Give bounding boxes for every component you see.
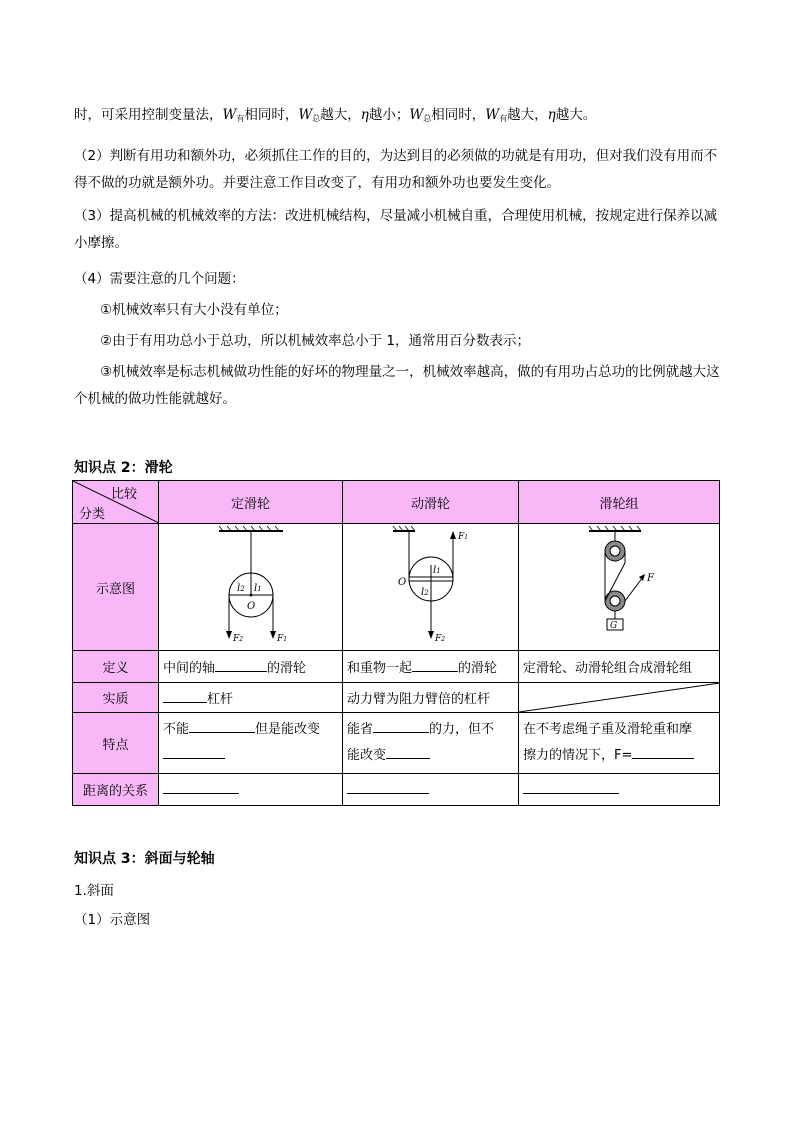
row-label-essence: 实质	[73, 683, 159, 713]
row-label-distance: 距离的关系	[73, 774, 159, 806]
group-features-cell: 在不考虑绳子重及滑轮重和摩 擦力的情况下，F=	[519, 713, 720, 774]
paragraph-improve-efficiency: （3）提高机械的机械效率的方法：改进机械结构，尽量减小机械自重，合理使用机械，按规定进行保养以减小摩擦。	[74, 208, 718, 251]
fixed-pulley-diagram	[159, 524, 343, 651]
movable-pulley-diagram	[343, 524, 519, 651]
movable-f2-label: F2	[434, 634, 445, 644]
efficiency-line: 时，可采用控制变量法，$W_有$相同时，$W_总$越大，η越小；$W_总$相同时，$W_有$越大，η越大。	[74, 107, 597, 123]
fixed-essence-cell: 杠杆	[159, 683, 343, 713]
column-movable-pulley: 动滑轮	[343, 481, 519, 524]
row-label-diagram: 示意图	[73, 524, 159, 651]
column-fixed-pulley: 定滑轮	[159, 481, 343, 524]
corner-top-label: 比较	[111, 487, 138, 502]
group-distance-cell	[519, 774, 720, 806]
column-pulley-block: 滑轮组	[519, 481, 720, 524]
row-label-features: 特点	[73, 713, 159, 774]
pulley-block-diagram	[519, 524, 720, 651]
note-3: ③机械效率是标志机械做功性能的好坏的物理量之一，机械效率越高，做的有用功占总功的比例就越大这个机械的做功性能就越好。	[74, 364, 720, 407]
note-1: ①机械效率只有大小没有单位；	[100, 302, 288, 318]
answer-blank[interactable]	[412, 659, 458, 672]
movable-f1-label: F1	[457, 532, 468, 542]
movable-definition-cell: 和重物一起 的滑轮	[343, 651, 519, 683]
fixed-l2-label: l2	[236, 583, 245, 594]
fixed-l1-label: l1	[253, 583, 262, 594]
section-3-title: 知识点 3：斜面与轮轴	[74, 851, 215, 867]
fixed-definition-cell: 中间的轴 的滑轮	[159, 651, 343, 683]
answer-blank[interactable]	[386, 746, 430, 759]
block-f-label: F	[647, 573, 654, 584]
fixed-o-label: O	[246, 601, 255, 612]
table-corner-cell	[73, 481, 159, 524]
answer-blank[interactable]	[163, 746, 225, 759]
group-essence-cell	[519, 683, 720, 713]
row-label-definition: 定义	[73, 651, 159, 683]
paragraph-useful-work: （2）判断有用功和额外功，必须抓住工作的目的，为达到目的必须做的功就是有用功，但对我们没有用而不得不做的功就是额外功。并要注意工作目改变了，有用功和额外功也要发生变化。	[74, 148, 718, 191]
movable-features-cell: 能省 的力，但不 能改变	[343, 713, 519, 774]
group-definition-cell: 定滑轮、动滑轮组合成滑轮组	[519, 651, 720, 683]
movable-l1-label: l1	[432, 565, 441, 576]
section-2-title: 知识点 2：滑轮	[74, 460, 173, 476]
incline-heading: 1.斜面	[74, 883, 114, 899]
answer-blank[interactable]	[163, 781, 239, 794]
answer-blank[interactable]	[373, 720, 429, 733]
answer-blank[interactable]	[523, 781, 619, 794]
movable-distance-cell	[343, 774, 519, 806]
answer-blank[interactable]	[632, 746, 694, 759]
paragraph-notes-heading: （4）需要注意的几个问题：	[74, 271, 245, 287]
block-g-label: G	[610, 621, 618, 631]
incline-diagram-heading: （1）示意图	[74, 912, 151, 928]
fixed-f1-label: F1	[276, 634, 287, 644]
note-2: ②由于有用功总小于总功，所以机械效率总小于 1，通常用百分数表示；	[100, 333, 530, 349]
fixed-f2-label: F2	[232, 634, 243, 644]
movable-l2-label: l2	[420, 587, 429, 598]
cell-diagonal	[519, 683, 720, 712]
movable-essence-cell: 动力臂为阻力臂倍的杠杆	[343, 683, 519, 713]
corner-bottom-label: 分类	[79, 507, 106, 522]
answer-blank[interactable]	[215, 659, 267, 672]
fixed-features-cell: 不能 但是能改变	[159, 713, 343, 774]
answer-blank[interactable]	[163, 690, 207, 703]
answer-blank[interactable]	[189, 720, 255, 733]
fixed-distance-cell	[159, 774, 343, 806]
pulley-table	[72, 480, 720, 806]
answer-blank[interactable]	[347, 781, 429, 794]
movable-o-label: O	[397, 577, 406, 588]
